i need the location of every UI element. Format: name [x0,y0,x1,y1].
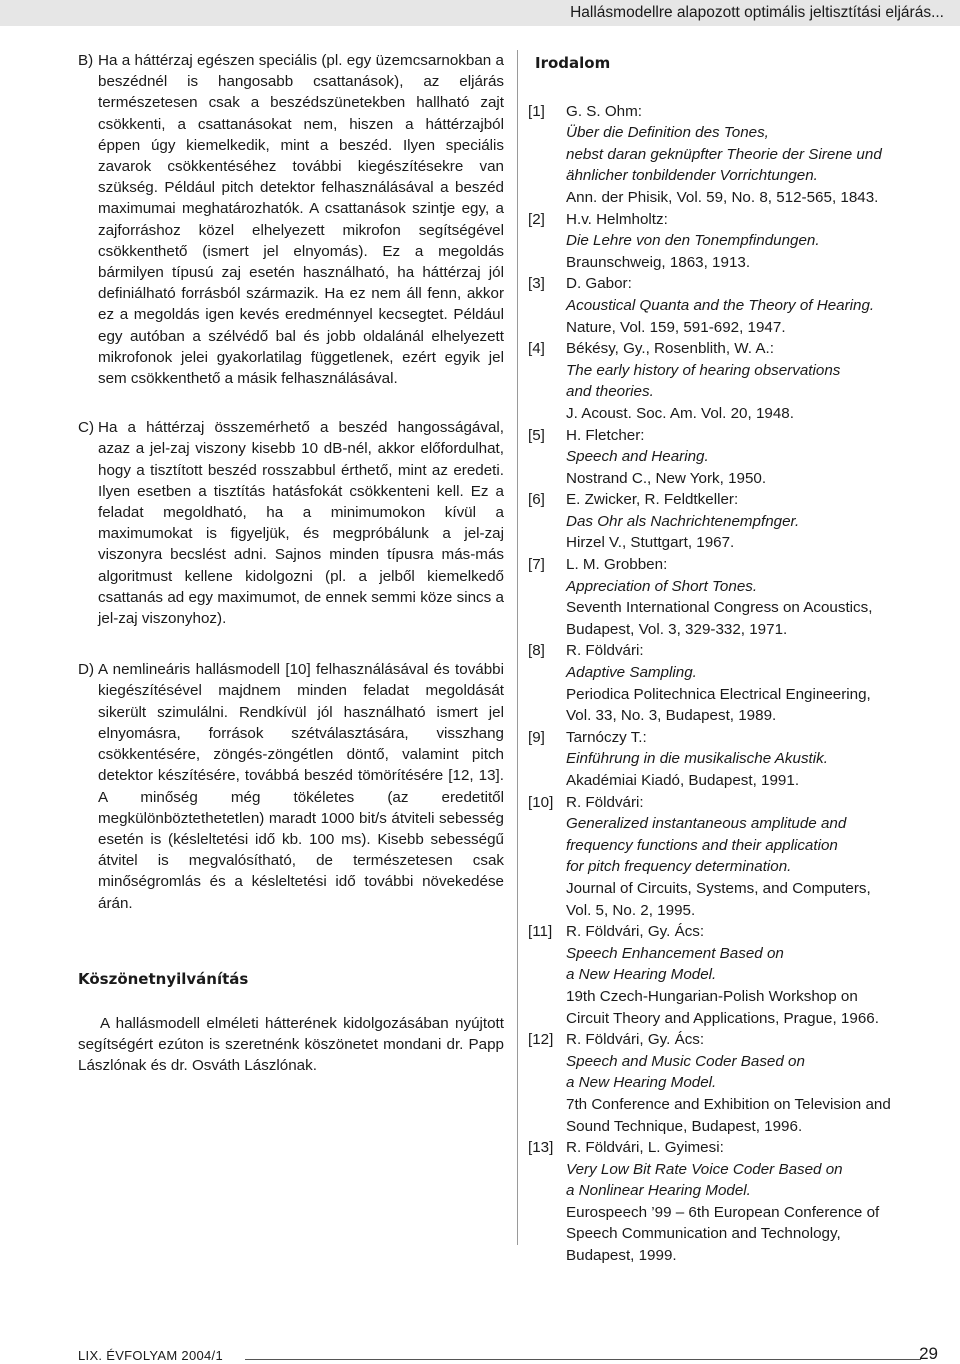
reference-item [528,640,938,726]
reference-author: R. Földvári: [566,642,644,660]
reference-publication: Nature, Vol. 159, 591-692, 1947. [566,318,786,336]
reference-number: [2] [528,210,545,228]
reference-body [566,1029,938,1137]
reference-list [528,101,938,1267]
reference-number: [12] [528,1031,554,1049]
reference-item [528,273,938,338]
reference-publication: Eurospeech ’99 – 6th European Conference of Speech Communication and Technology, Budapest, 1999. [566,1203,880,1265]
reference-number: [7] [528,556,545,574]
reference-item [528,209,938,274]
reference-title: Speech Enhancement Based on a New Hearing Model. [566,944,784,984]
reference-number: [6] [528,491,545,509]
reference-body [566,640,938,726]
reference-author: G. S. Ohm: [566,102,642,120]
acknowledgements-text: A hallásmodell elméleti hátterének kidolgozásában nyújtott segítségért ezúton is szeretnénk köszönetet mondani dr. Papp Lászlónak és dr. Osváth Lászlónak. [78,1014,504,1075]
reference-author: L. M. Grobben: [566,556,668,574]
reference-title: Acoustical Quanta and the Theory of Hearing. [566,296,875,314]
reference-body [566,209,938,274]
reference-number: [1] [528,102,545,120]
reference-number: [3] [528,275,545,293]
reference-number: [13] [528,1139,554,1157]
reference-publication: Nostrand C., New York, 1950. [566,469,767,487]
paragraph-label: C) [78,419,95,437]
reference-title: The early history of hearing observations and theories. [566,361,841,401]
reference-author: R. Földvári: [566,793,644,811]
references-heading: Irodalom [535,54,611,72]
reference-item [528,425,938,490]
reference-number: [9] [528,728,545,746]
reference-publication: Braunschweig, 1863, 1913. [566,253,751,271]
reference-publication: Akadémiai Kiadó, Budapest, 1991. [566,772,800,789]
reference-title: Speech and Hearing. [566,448,709,466]
reference-publication: 19th Czech-Hungarian-Polish Workshop on Circuit Theory and Applications, Prague, 1966. [566,987,879,1027]
left-column [78,50,504,1077]
reference-title: Über die Definition des Tones, nebst daran geknüpfter Theorie der Sirene und ähnlicher tonbildender Vorrichtungen. [566,124,882,185]
page-number: 29 [919,1344,938,1363]
reference-body [566,554,938,640]
paragraph-text: Ha a háttérzaj egészen speciális (pl. egy üzemcsarnokban a beszédnél is hangosabb csattanások), az eljárás természetesen csak a beszédszünetekben hallható zajt csökkenti, a csattanásokat nem, hiszen a háttérzajból éppen úgy kiemelkedik, mint a beszéd. Ilyen speciális zavarok csökkentéséhez további kiegészítésekre van szükség. Például pitch detektor felhasználásával a beszéd maximumai meghatározhatók. A csattanások szintje egy, a zajforráshoz közel elhelyezett mikrofon segítségével csökkenthető (ismert jel elnyomás). Ez a megoldás bármilyen típusú zaj esetén használható, ha háttérzaj jól definiálható forrásból származik. Ha ez nem áll fenn, akkor ez a megoldás igen kevés eredménnyel kecsegtet. Például egy autóban a szélvédő bal és jobb oldalánál elhelyezett mikrofonok jelei gyakorlatilag függetlenek, ezért egyik jel sem csökkenthető a másik felhasználásával. [98,52,504,388]
reference-body [566,792,938,922]
reference-number: [8] [528,642,545,660]
paragraph-text: Ha a háttérzaj összemérhető a beszéd hangosságával, azaz a jel-zaj viszony kisebb 10 dB-nél, akkor előfordulhat, hogy a tisztított beszéd rosszabbul érthető, mint az eredeti. Ilyen esetben a tisztítás hatásfokát csökkenteni kell. Ez a feladat megoldható, ha a minimumokon kívül a maximumokat is figyeljük, és megpróbálunk a jel-zaj viszonyra becslést adni. Sajnos minden típusra más-más algoritmust kellene kidolgozni (pl. a jelből kiemelkedő csattanás ad egy maximumot, de ennek semmi köze sincs a jel-zaj viszonyhoz). [98,419,504,628]
reference-body [566,489,938,554]
reference-author: Békésy, Gy., Rosenblith, W. A.: [566,340,774,358]
reference-publication: Hirzel V., Stuttgart, 1967. [566,534,735,552]
reference-item [528,1137,938,1267]
reference-publication: Journal of Circuits, Systems, and Computers, Vol. 5, No. 2, 1995. [566,879,871,919]
footer-rule [245,1359,921,1360]
reference-author: R. Földvári, L. Gyimesi: [566,1139,724,1157]
paragraph-d [78,659,504,913]
reference-number: [4] [528,340,545,358]
reference-item [528,101,938,209]
running-header-title: Hallásmodellre alapozott optimális jeltisztítási eljárás... [570,4,944,21]
reference-publication: 7th Conference and Exhibition on Television and Sound Technique, Budapest, 1996. [566,1095,891,1135]
reference-title: Die Lehre von den Tonempfindungen. [566,232,820,250]
reference-author: Tarnóczy T.: [566,728,647,746]
reference-title: Das Ohr als Nachrichtenempfnger. [566,512,800,530]
reference-author: D. Gabor: [566,275,632,293]
acknowledgements-heading: Köszönetnyilvánítás [78,969,249,988]
running-header [0,0,960,26]
reference-publication: Seventh International Congress on Acoustics, Budapest, Vol. 3, 329-332, 1971. [566,599,873,638]
reference-publication: Ann. der Phisik, Vol. 59, No. 8, 512-565, 1843. [566,188,879,206]
reference-body [566,727,938,792]
reference-item [528,921,938,1029]
reference-body [566,1137,938,1267]
column-divider [517,50,518,1245]
reference-publication: Periodica Politechnica Electrical Engineering, Vol. 33, No. 3, Budapest, 1989. [566,685,871,725]
paragraph-text: A nemlineáris hallásmodell [10] felhasználásával és további kiegészítésével majdnem minden feladat megoldását sikerült szimulálni. Rendkívül jól használható ismert jel elnyomásra, források szétválasztására, visszhang csökkentésére, zöngés-zöngétlen döntő, valamint pitch detektor készítésére, továbbá beszéd tömörítésére [12, 13]. A minőség még tökéletes (az eredetitől megkülönböztethetetlen) maradt 1000 bit/s átviteli sebesség esetén is (késleltetési idő kb. 100 ms). Kisebb sebességű átvitel is megvalósítható, de természetesen csak minőségromlás és a késleltetési idő további növekedése árán. [98,661,504,912]
footer-journal: LIX. ÉVFOLYAM 2004/1 [78,1348,223,1363]
reference-body [566,921,938,1029]
reference-author: R. Földvári, Gy. Ács: [566,923,705,941]
reference-publication: J. Acoust. Soc. Am. Vol. 20, 1948. [566,404,794,422]
reference-title: Very Low Bit Rate Voice Coder Based on a Nonlinear Hearing Model. [566,1160,843,1200]
reference-item [528,727,938,792]
reference-author: H. Fletcher: [566,426,645,444]
reference-title: Generalized instantaneous amplitude and frequency functions and their application for pitch frequency determination. [566,815,847,876]
reference-item [528,554,938,640]
reference-item [528,338,938,424]
reference-item [528,1029,938,1137]
reference-author: R. Földvári, Gy. Ács: [566,1031,705,1049]
reference-item [528,792,938,922]
reference-body [566,101,938,209]
paragraph-c [78,417,504,629]
reference-title: Einführung in die musikalische Akustik. [566,750,828,768]
reference-body [566,273,938,338]
reference-body [566,338,938,424]
paragraph-b [78,50,504,389]
reference-body [566,425,938,490]
reference-author: E. Zwicker, R. Feldtkeller: [566,491,739,509]
reference-title: Appreciation of Short Tones. [566,577,758,595]
reference-number: [5] [528,426,545,444]
reference-title: Adaptive Sampling. [566,664,697,682]
reference-item [528,489,938,554]
reference-number: [10] [528,793,554,811]
reference-author: H.v. Helmholtz: [566,210,668,228]
paragraph-label: B) [78,52,94,69]
paragraph-label: D) [78,661,95,679]
reference-number: [11] [528,923,553,941]
references-column [528,53,938,1267]
reference-title: Speech and Music Coder Based on a New Hearing Model. [566,1052,805,1092]
